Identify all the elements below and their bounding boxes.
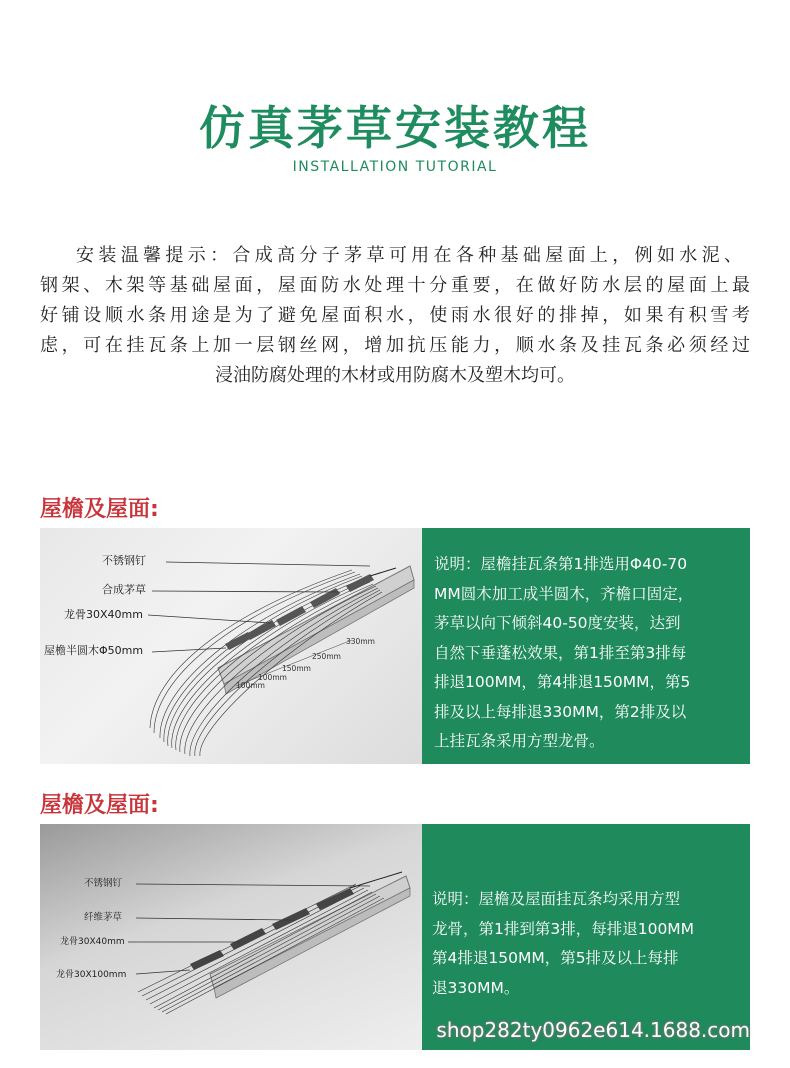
label-nail: 不锈钢钉	[102, 554, 146, 567]
section1-description	[422, 528, 750, 764]
desc-line: 自然下垂蓬松效果，第1排至第3排每	[434, 643, 687, 662]
section2-illustration	[40, 824, 422, 1050]
label-fiber-thatch: 纤维茅草	[84, 912, 123, 923]
intro-line: 虑，可在挂瓦条上加一层钢丝网，增加抗压能力，顺水条及挂瓦条必须经过	[40, 335, 750, 356]
desc-line: 退330MM。	[432, 978, 520, 997]
section1-title: 屋檐及屋面:	[40, 497, 159, 522]
dim-3: 150mm	[282, 664, 311, 673]
section2-description	[422, 824, 750, 1050]
desc-line: 排及以上每排退330MM，第2排及以	[434, 702, 687, 721]
dim-5: 330mm	[346, 637, 375, 646]
page-title: 仿真茅草安装教程	[199, 101, 591, 155]
label-keel: 龙骨30X40mm	[64, 608, 143, 621]
dim-1: 100mm	[236, 681, 265, 690]
desc-line: 第4排退150MM，第5排及以上每排	[432, 949, 679, 967]
intro-line: 安装温馨提示：合成高分子茅草可用在各种基础屋面上，例如水泥、	[76, 245, 742, 266]
desc-line: 上挂瓦条采用方型龙骨。	[434, 732, 605, 750]
shop-watermark: shop282ty0962e614.1688.com	[436, 1018, 750, 1042]
desc-line: 龙骨，第1排到第3排，每排退100MM	[432, 919, 695, 938]
label-keel1: 龙骨30X40mm	[60, 937, 125, 947]
roof-diagram-2	[40, 824, 422, 1050]
intro-line: 浸油防腐处理的木材或用防腐木及塑木均可。	[215, 365, 575, 386]
label-keel2: 龙骨30X100mm	[56, 970, 127, 980]
desc-line: 茅草以向下倾斜40-50度安装，达到	[434, 614, 681, 632]
dim-2: 100mm	[258, 673, 287, 682]
intro-paragraph	[40, 241, 750, 391]
desc-line: MM圆木加工成半圆木，齐檐口固定，	[434, 584, 694, 603]
desc-line: 说明：屋檐挂瓦条第1排选用Φ40-70	[434, 555, 688, 573]
section1-panel	[40, 528, 750, 764]
section2-title: 屋檐及屋面:	[40, 793, 159, 818]
section2-panel	[40, 824, 750, 1050]
section1-illustration	[40, 528, 422, 764]
page-subtitle: INSTALLATION TUTORIAL	[292, 159, 498, 175]
desc-line: 排退100MM，第4排退150MM，第5	[434, 673, 691, 691]
label-thatch: 合成茅草	[102, 583, 146, 596]
dim-4: 250mm	[312, 652, 341, 661]
label-nail: 不锈钢钉	[84, 878, 123, 889]
label-eave-wood: 屋檐半圆木Φ50mm	[44, 644, 144, 657]
intro-line: 钢架、木架等基础屋面，屋面防水处理十分重要，在做好防水层的屋面上最	[40, 275, 750, 296]
desc-line: 说明：屋檐及屋面挂瓦条均采用方型	[432, 890, 681, 908]
intro-line: 好铺设顺水条用途是为了避免屋面积水，使雨水很好的排掉，如果有积雪考	[40, 305, 750, 326]
roof-diagram-1	[40, 528, 422, 764]
